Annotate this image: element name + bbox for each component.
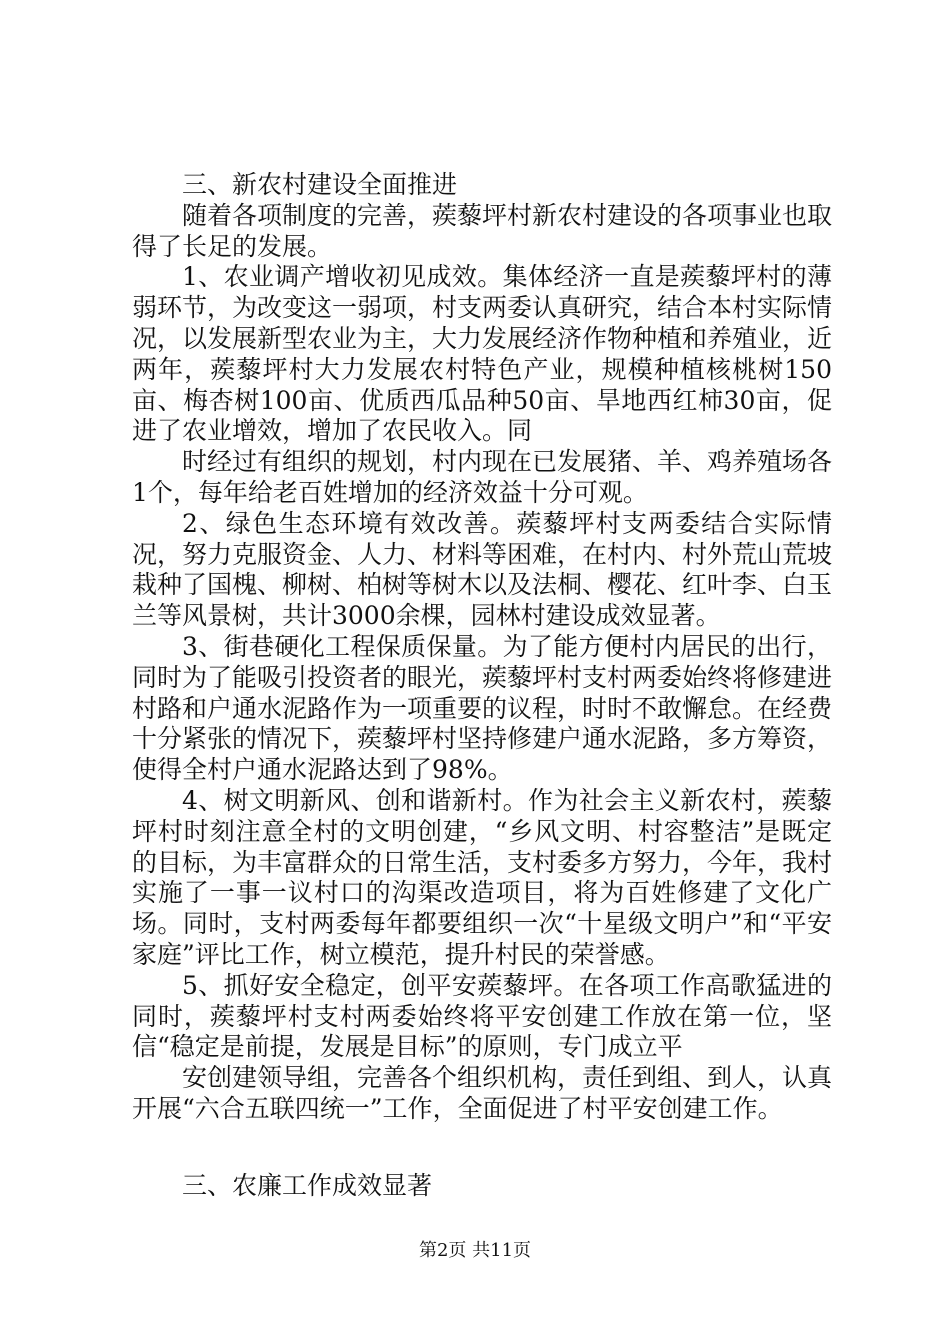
paragraph-safety-continued: 安创建领导组，完善各个组织机构，责任到组、到人，认真开展“六合五联四统一”工作，全面促进了村平安创建工作。 — [132, 1063, 833, 1123]
paragraph-agriculture-continued: 时经过有组织的规划，村内现在已发展猪、羊、鸡养殖场各1个，每年给老百姓增加的经济效益十分可观。 — [132, 447, 833, 507]
paragraph-agriculture: 1、农业调产增收初见成效。集体经济一直是蒺藜坪村的薄弱环节，为改变这一弱项，村支两委认真研究，结合本村实际情况，以发展新型农业为主，大力发展经济作物种植和养殖业，近两年，蒺藜坪村大力发展农村特色产业，规模种植核桃树150亩、梅杏树100亩、优质西瓜品种50亩、旱地西红柿30亩，促进了农业增效，增加了农民收入。同 — [132, 262, 833, 446]
paragraph-civilization: 4、树文明新风、创和谐新村。作为社会主义新农村，蒺藜坪村时刻注意全村的文明创建，“乡风文明、村容整洁”是既定的目标，为丰富群众的日常生活，支村委多方努力，今年，我村实施了一事一议村口的沟渠改造项目，将为百姓修建了文化广场。同时，支村两委每年都要组织一次“十星级文明户”和“平安家庭”评比工作，树立模范，提升村民的荣誉感。 — [132, 785, 833, 969]
paragraph-roads: 3、街巷硬化工程保质保量。为了能方便村内居民的出行，同时为了能吸引投资者的眼光，蒺藜坪村支村两委始终将修建进村路和户通水泥路作为一项重要的议程，时时不敢懈怠。在经费十分紧张的情况下，蒺藜坪村坚持修建户通水泥路，多方筹资，使得全村户通水泥路达到了98%。 — [132, 631, 833, 785]
section-heading: 三、新农村建设全面推进 — [182, 170, 458, 199]
page-footer: 第2页 共11页 — [418, 1240, 532, 1261]
section-heading-2: 三、农廉工作成效显著 — [182, 1170, 433, 1200]
paragraph-intro: 随着各项制度的完善，蒺藜坪村新农村建设的各项事业也取得了长足的发展。 — [132, 200, 833, 261]
paragraph-ecology: 2、绿色生态环境有效改善。蒺藜坪村支两委结合实际情况，努力克服资金、人力、材料等困难，在村内、村外荒山荒坡栽种了国槐、柳树、柏树等树木以及法桐、樱花、红叶李、白玉兰等风景树，共计3000余棵，园林村建设成效显著。 — [132, 508, 833, 631]
paragraph-safety: 5、抓好安全稳定，创平安蒺藜坪。在各项工作高歌猛进的同时，蒺藜坪村支村两委始终将平安创建工作放在第一位，坚信“稳定是前提，发展是目标”的原则，专门成立平 — [132, 970, 832, 1062]
document-body — [132, 170, 832, 1202]
